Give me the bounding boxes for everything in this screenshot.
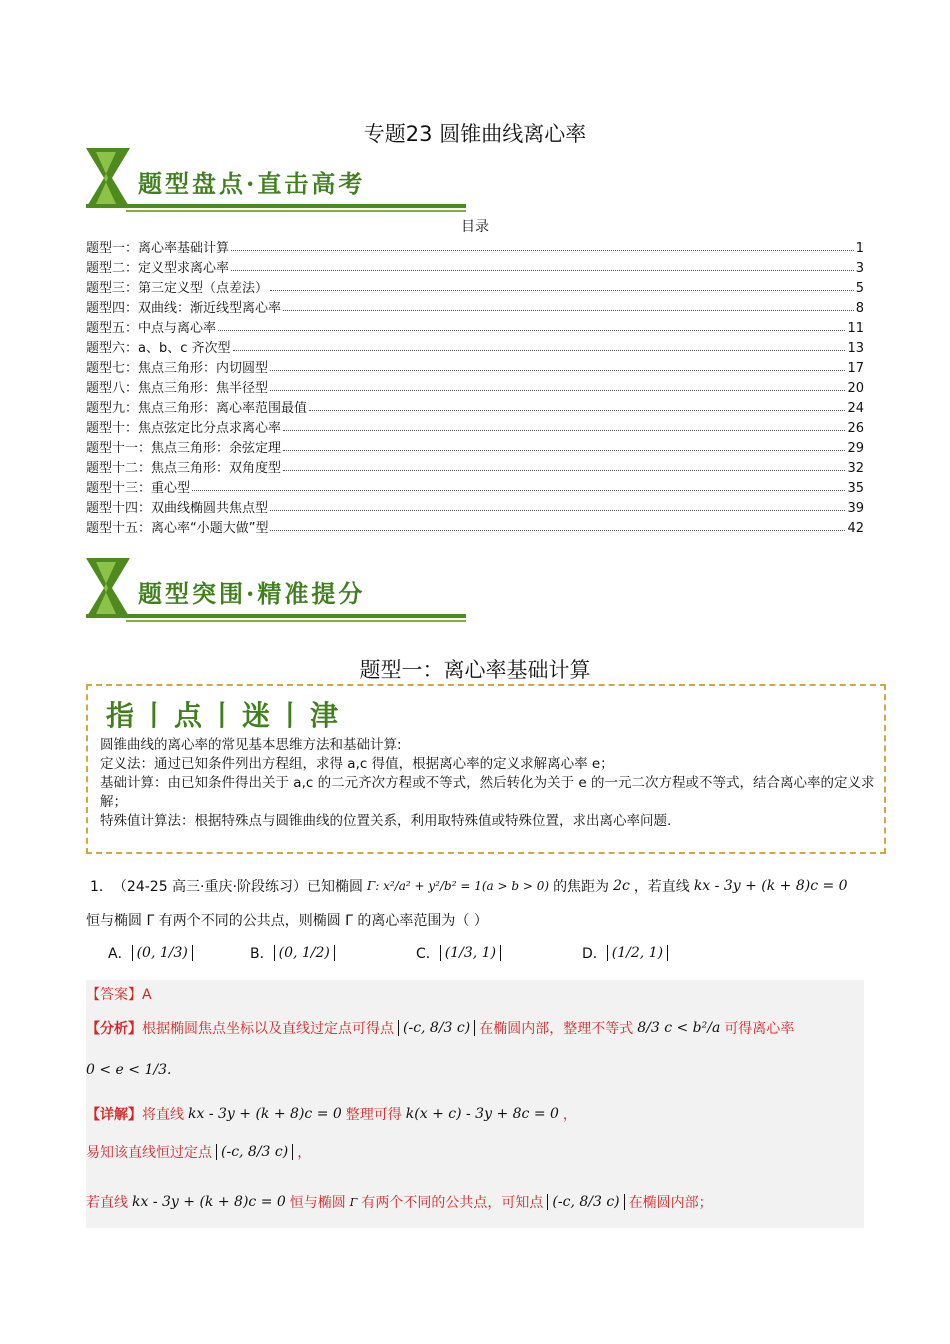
toc-item-page: 29 [847,441,864,456]
fixed-point: (-c, 8/3 c) [398,1020,475,1036]
toc-item-label: 题型十五：离心率“小题大做”型 [86,521,269,536]
toc-item-page: 39 [847,501,864,516]
line-equation: kx - 3y + (k + 8)c = 0 [132,1194,286,1210]
analysis-text: 可得离心率 [724,1021,795,1037]
detail-text: ， [562,1107,577,1123]
option-c[interactable]: C． (1/3, 1) [416,932,501,974]
toc-item-page: 20 [847,381,864,396]
analysis-text: 根据椭圆焦点坐标以及直线过定点可得点 [142,1021,394,1037]
toc-leader-dots [270,510,845,511]
toc-item-page: 24 [847,401,864,416]
detail-text: 有两个不同的公共点，可知点 [361,1195,544,1211]
detail-text: 若直线 [86,1195,128,1211]
toc-item-label: 题型十一：焦点三角形：余弦定理 [86,441,282,456]
toc-leader-dots [270,390,845,391]
toc-item-label: 题型七：焦点三角形：内切圆型 [86,361,269,376]
toc-item-label: 题型十二：焦点三角形：双角度型 [86,461,282,476]
toc-item-label: 题型九：焦点三角形：离心率范围最值 [86,401,308,416]
toc-leader-dots [270,530,845,531]
toc-item[interactable] [86,316,864,336]
section-title: 题型一：离心率基础计算 [359,658,591,682]
toc-item-label: 题型四：双曲线：渐近线型离心率 [86,301,282,316]
tips-body [100,736,878,831]
toc-item-label: 题型十：焦点弦定比分点求离心率 [86,421,282,436]
ellipse-equation: Γ: x²/a² + y²/b² = 1(a > b > 0) [366,879,550,893]
toc-item[interactable] [86,436,864,456]
toc-item-page: 5 [855,281,864,296]
tip-line: 特殊值计算法：根据特殊点与圆锥曲线的位置关系，利用取特殊值或特殊位置，求出离心率问题. [100,813,672,829]
analysis-label: 【分析】 [86,1021,142,1037]
answer-panel [86,980,864,1228]
banner-text: 题型突围·精准提分 [138,579,366,608]
toc-leader-dots [283,430,845,431]
toc-leader-dots [231,270,854,271]
question-text: 恒与椭圆 Γ 有两个不同的公共点，则椭圆 Γ 的离心率范围为（ ） [86,913,488,929]
toc-item-label: 题型八：焦点三角形：焦半径型 [86,381,269,396]
question-text: ，若直线 [633,879,690,895]
section-banner-overview [86,148,466,212]
toc-item[interactable] [86,336,864,356]
toc-item[interactable] [86,356,864,376]
toc-item[interactable] [86,396,864,416]
toc-item-page: 3 [855,261,864,276]
banner-wedge-icon [86,148,146,212]
toc-item-page: 35 [847,481,864,496]
line-equation: kx - 3y + (k + 8)c = 0 [188,1106,342,1122]
toc-item[interactable] [86,276,864,296]
toc-item[interactable] [86,296,864,316]
options [108,932,868,974]
toc-leader-dots [283,310,854,311]
toc-item-page: 32 [847,461,864,476]
toc-leader-dots [231,250,854,251]
toc-item-label: 题型三：第三定义型（点差法） [86,281,269,296]
option-a[interactable]: A． (0, 1/3) [108,932,193,974]
line-equation: kx - 3y + (k + 8)c = 0 [693,878,848,894]
detail-label: 【详解】 [86,1107,142,1123]
toc-item-label: 题型二：定义型求离心率 [86,261,230,276]
toc-leader-dots [270,370,845,371]
detail-text: 整理可得 [345,1107,402,1123]
toc-item-label: 题型十三：重心型 [86,481,191,496]
table-of-contents [86,236,864,536]
toc-leader-dots [283,470,845,471]
toc-item[interactable] [86,256,864,276]
tip-line: 圆锥曲线的离心率的常见基本思维方法和基础计算: [100,737,402,753]
toc-item[interactable] [86,476,864,496]
toc-leader-dots [309,410,845,411]
toc-leader-dots [218,330,845,331]
detail-text: 将直线 [142,1107,184,1123]
toc-item[interactable] [86,456,864,476]
toc-item-page: 26 [847,421,864,436]
toc-item-page: 1 [855,241,864,256]
tip-line: 基础计算：由已知条件得出关于 a,c 的二元齐次方程或不等式，然后转化为关于 e 的一元二次方程或不等式，结合离心率的定义求解； [100,775,875,810]
toc-leader-dots [270,290,854,291]
toc-leader-dots [233,350,846,351]
banner-wedge-icon [86,558,146,622]
toc-item-label: 题型五：中点与离心率 [86,321,217,336]
option-b[interactable]: B． (0, 1/2) [250,932,335,974]
toc-item-label: 题型六：a、b、c 齐次型 [86,341,231,356]
question-number: 1． [90,879,113,895]
toc-item[interactable] [86,236,864,256]
detail-text: 易知该直线恒过定点 [86,1145,212,1161]
toc-item[interactable] [86,496,864,516]
tips-heading: 指丨点丨迷丨津 [106,699,345,732]
toc-heading: 目录 [461,219,489,235]
detail-text: 恒与椭圆 [289,1195,346,1211]
toc-item-page: 13 [847,341,864,356]
analysis-text: 在椭圆内部，整理不等式 [479,1021,634,1037]
toc-leader-dots [283,450,845,451]
section-banner-practice [86,558,466,622]
gamma-symbol: Γ [349,1195,358,1209]
toc-leader-dots [192,490,845,491]
toc-item-page: 17 [847,361,864,376]
toc-item[interactable] [86,516,864,536]
toc-item-label: 题型一：离心率基础计算 [86,241,230,256]
tips-box [86,684,886,854]
question-text: 的焦距为 [553,879,610,895]
focal-length: 2c [613,878,630,894]
toc-item-page: 11 [847,321,864,336]
toc-item[interactable] [86,416,864,436]
toc-item-label: 题型十四：双曲线椭圆共焦点型 [86,501,269,516]
toc-item-page: 42 [847,521,864,536]
line-equation-rearranged: k(x + c) - 3y + 8c = 0 [405,1106,559,1122]
answer-label: 【答案】A [86,987,152,1003]
fixed-point: (-c, 8/3 c) [216,1144,293,1160]
document-title: 专题23 圆锥曲线离心率 [363,122,587,146]
detail-text: ， [297,1145,312,1161]
question [86,866,886,930]
detail-text: 在椭圆内部； [628,1195,713,1211]
option-d[interactable]: D． (1/2, 1) [582,932,668,974]
fixed-point: (-c, 8/3 c) [547,1194,624,1210]
toc-item-page: 8 [855,301,864,316]
toc-item[interactable] [86,376,864,396]
banner-text: 题型盘点·直击高考 [138,169,366,198]
question-source: （24-25 高三·重庆·阶段练习）已知椭圆 [112,879,363,895]
eccentricity-range: 0 < e < 1/3. [86,1062,172,1078]
tip-line: 定义法：通过已知条件列出方程组，求得 a,c 得值，根据离心率的定义求解离心率 e； [100,756,614,772]
inequality: 8/3 c < b²/a [637,1020,721,1036]
